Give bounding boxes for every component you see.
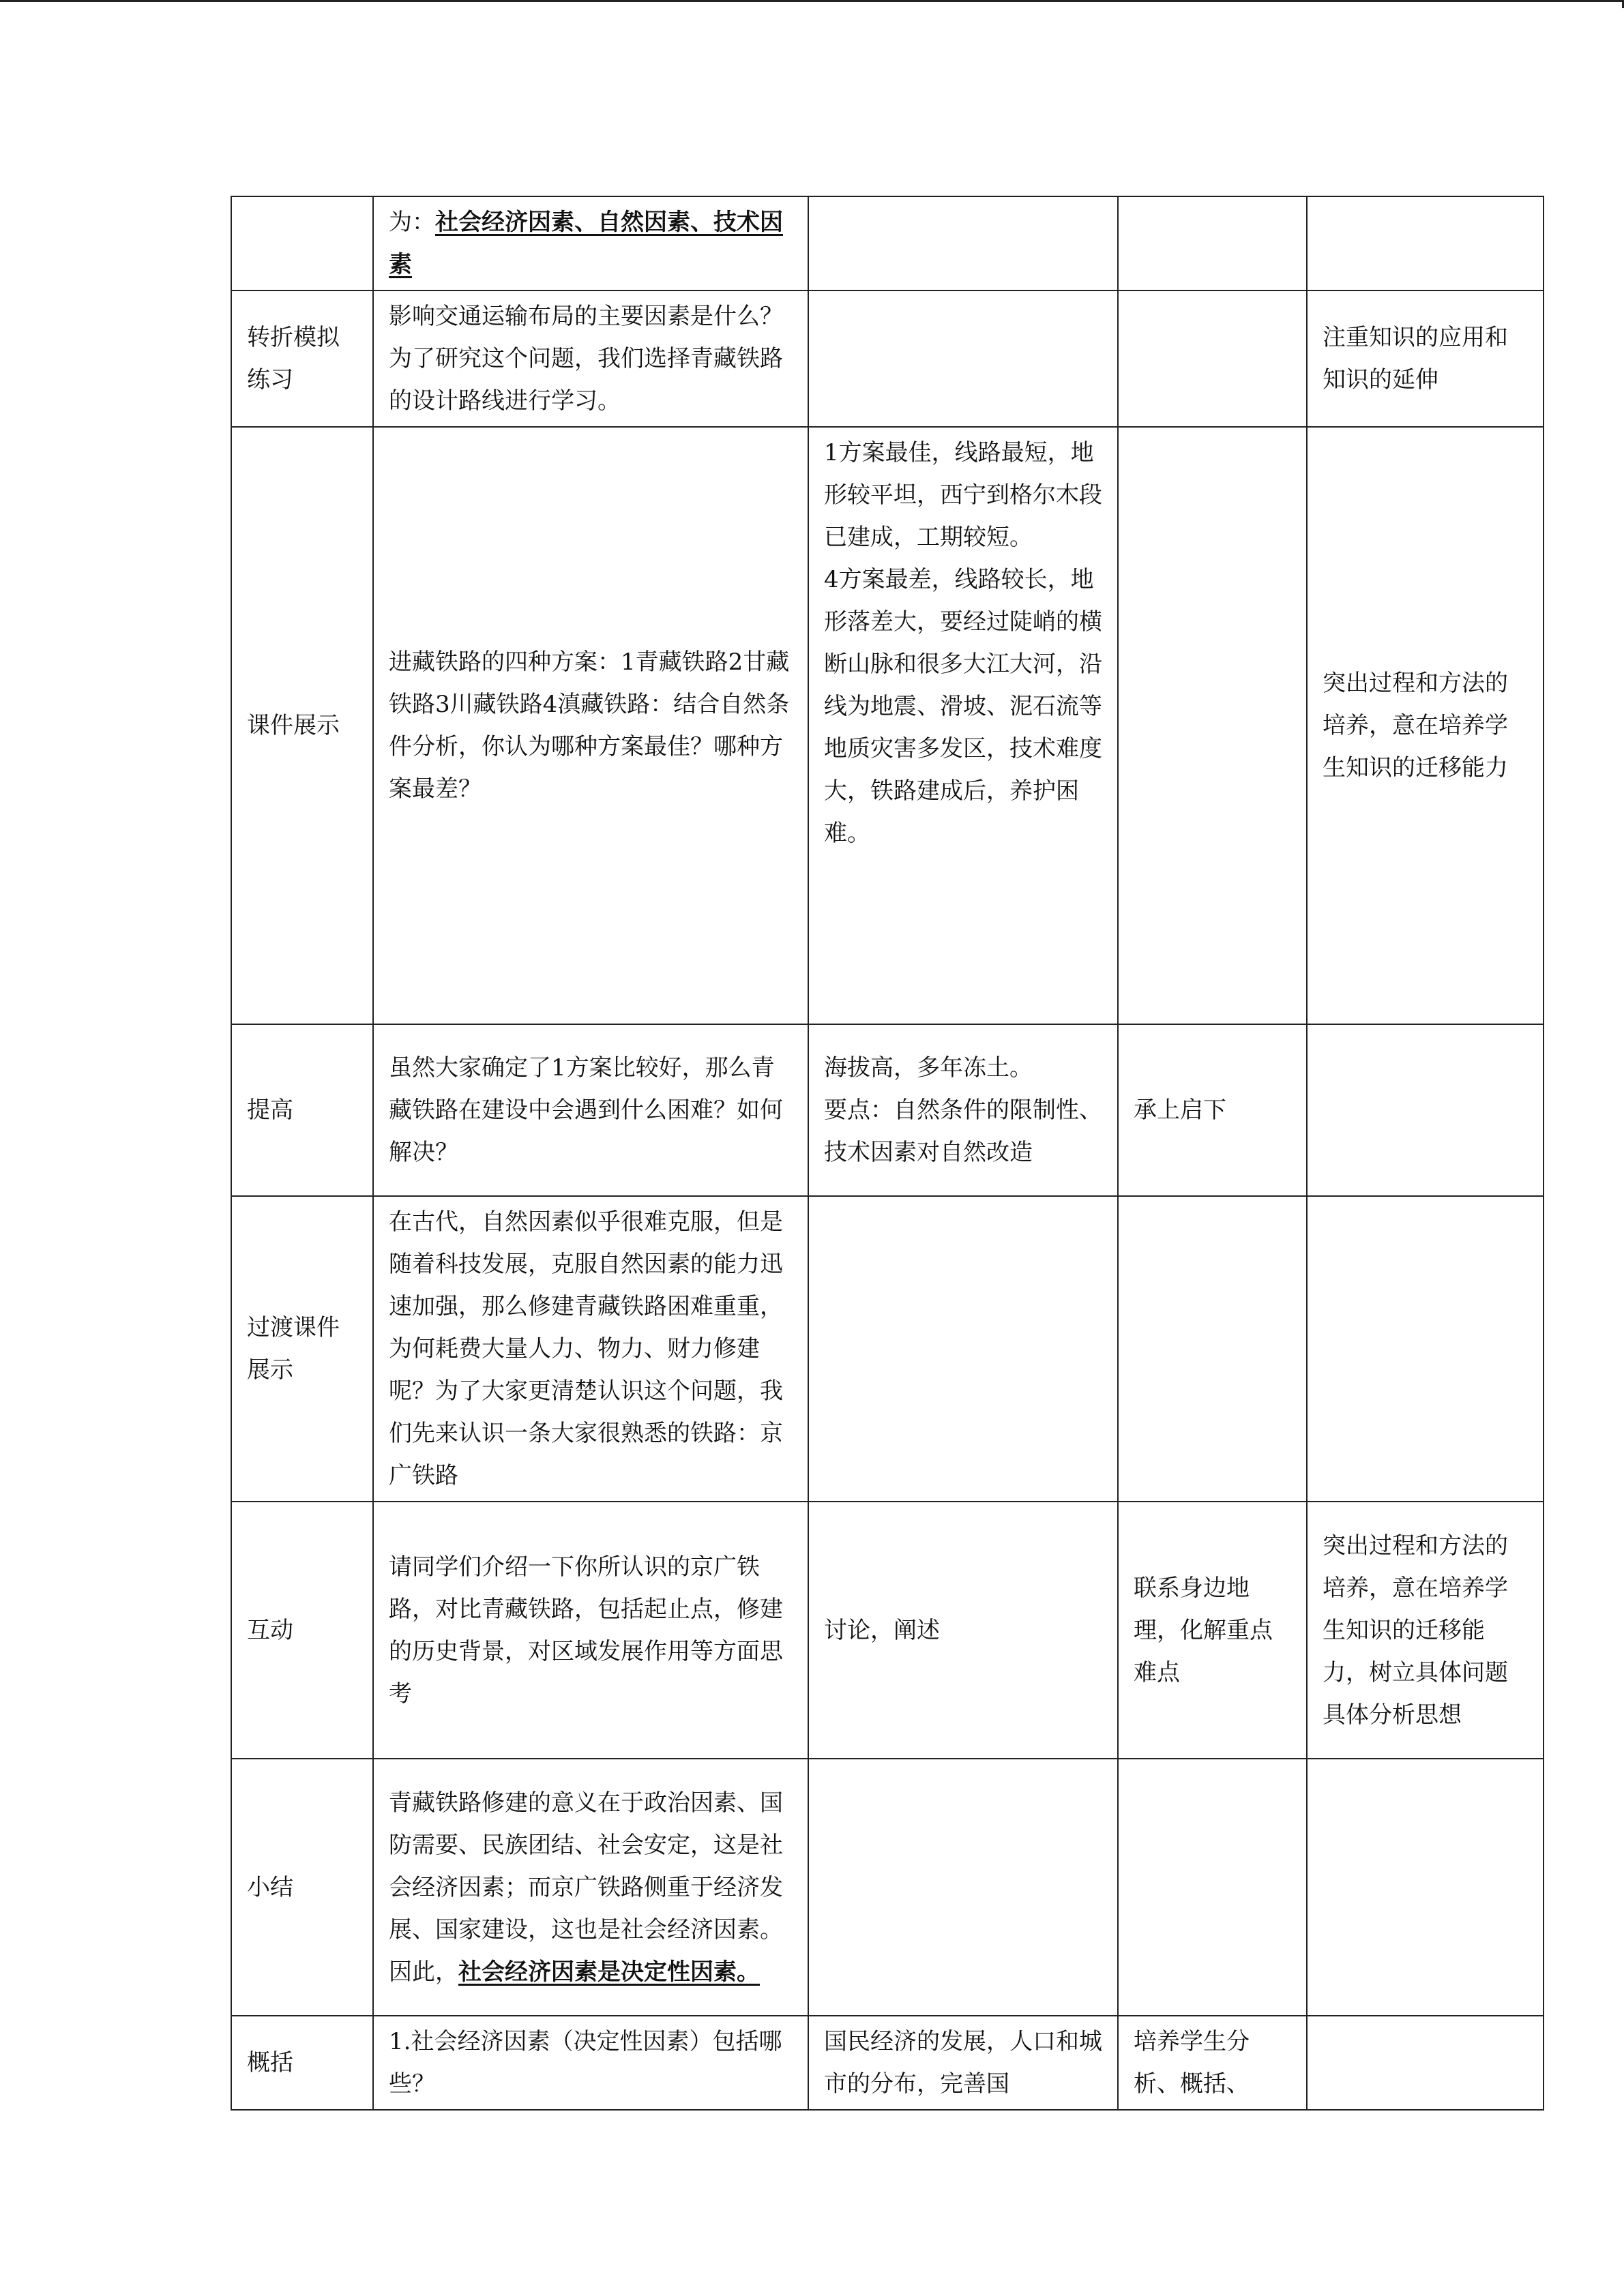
design-intent-cell: 联系身边地理，化解重点难点 — [1118, 1502, 1307, 1759]
stage-cell: 课件展示 — [231, 427, 373, 1024]
teacher-activity-cell: 在古代，自然因素似乎很难克服，但是随着科技发展，克服自然因素的能力迅速加强，那么修建青藏铁路困难重重，为何耗费大量人力、物力、财力修建呢？为了大家更清楚认识这个问题，我们先来认识一条大家很熟悉的铁路：京广铁路 — [373, 1196, 808, 1502]
student-activity-cell — [808, 1759, 1118, 2016]
teacher-activity-cell: 影响交通运输布局的主要因素是什么？为了研究这个问题，我们选择青藏铁路的设计路线进行学习。 — [373, 290, 808, 427]
stage-cell: 提高 — [231, 1024, 373, 1196]
teacher-text: 为： — [389, 209, 435, 236]
student-activity-cell — [808, 1196, 1118, 1502]
student-key-points: 要点：自然条件的限制性、技术因素对自然改造 — [824, 1097, 1102, 1166]
table-row — [231, 1196, 1544, 1502]
student-activity-cell — [808, 290, 1118, 427]
note-cell — [1307, 1024, 1544, 1196]
table-row — [231, 290, 1544, 427]
student-answer-best: 1方案最佳，线路最短，地形较平坦，西宁到格尔木段已建成，工期较短。 — [824, 439, 1102, 551]
design-intent-cell — [1118, 1759, 1307, 2016]
stage-cell: 小结 — [231, 1759, 373, 2016]
teacher-activity-cell: 进藏铁路的四种方案：1青藏铁路2甘藏铁路3川藏铁路4滇藏铁路：结合自然条件分析，你认为哪种方案最佳？哪种方案最差？ — [373, 427, 808, 1024]
note-cell — [1307, 2016, 1544, 2110]
note-cell: 突出过程和方法的培养，意在培养学生知识的迁移能力，树立具体问题具体分析思想 — [1307, 1502, 1544, 1759]
note-cell — [1307, 196, 1544, 290]
student-answer-worst: 4方案最差，线路较长，地形落差大，要经过陡峭的横断山脉和很多大江大河，沿线为地震、滑坡、泥石流等地质灾害多发区，技术难度大，铁路建成后，养护困难。 — [824, 566, 1102, 847]
table-row — [231, 1024, 1544, 1196]
design-intent-cell — [1118, 427, 1307, 1024]
emphasis-text: 社会经济因素是决定性因素。 — [458, 1958, 760, 1986]
stage-cell: 转折模拟练习 — [231, 290, 373, 427]
student-activity-cell — [808, 427, 1118, 1024]
teacher-activity-cell: 1.社会经济因素（决定性因素）包括哪些？ — [373, 2016, 808, 2110]
table-row — [231, 1502, 1544, 1759]
note-cell — [1307, 1196, 1544, 1502]
emphasis-text: 社会经济因素、自然因素、技术因素 — [389, 209, 783, 278]
design-intent-cell: 培养学生分析、概括、 — [1118, 2016, 1307, 2110]
table-row — [231, 196, 1544, 290]
teacher-activity-cell: 虽然大家确定了1方案比较好，那么青藏铁路在建设中会遇到什么困难？如何解决？ — [373, 1024, 808, 1196]
design-intent-cell — [1118, 196, 1307, 290]
design-intent-cell: 承上启下 — [1118, 1024, 1307, 1196]
teacher-text: 青藏铁路修建的意义在于政治因素、国防需要、民族团结、社会安定，这是社会经济因素；而京广铁路侧重于经济发展、国家建设，这也是社会经济因素。因此， — [389, 1789, 783, 1986]
note-cell: 注重知识的应用和知识的延伸 — [1307, 290, 1544, 427]
teacher-activity-cell: 请同学们介绍一下你所认识的京广铁路，对比青藏铁路，包括起止点，修建的历史背景，对区域发展作用等方面思考 — [373, 1502, 808, 1759]
page-top-border — [0, 0, 1624, 2]
student-activity-cell — [808, 196, 1118, 290]
student-activity-cell: 讨论，阐述 — [808, 1502, 1118, 1759]
table-row — [231, 427, 1544, 1024]
stage-cell — [231, 196, 373, 290]
design-intent-cell — [1118, 290, 1307, 427]
table-row — [231, 1759, 1544, 2016]
student-answer: 海拔高，多年冻土。 — [824, 1054, 1033, 1082]
table-row — [231, 2016, 1544, 2110]
note-cell — [1307, 1759, 1544, 2016]
stage-cell: 过渡课件展示 — [231, 1196, 373, 1502]
teacher-activity-cell — [373, 1759, 808, 2016]
lesson-plan-table — [231, 196, 1544, 2111]
note-cell: 突出过程和方法的培养，意在培养学生知识的迁移能力 — [1307, 427, 1544, 1024]
stage-cell: 互动 — [231, 1502, 373, 1759]
student-activity-cell: 国民经济的发展，人口和城市的分布，完善国 — [808, 2016, 1118, 2110]
teacher-activity-cell — [373, 196, 808, 290]
stage-cell: 概括 — [231, 2016, 373, 2110]
student-activity-cell — [808, 1024, 1118, 1196]
design-intent-cell — [1118, 1196, 1307, 1502]
